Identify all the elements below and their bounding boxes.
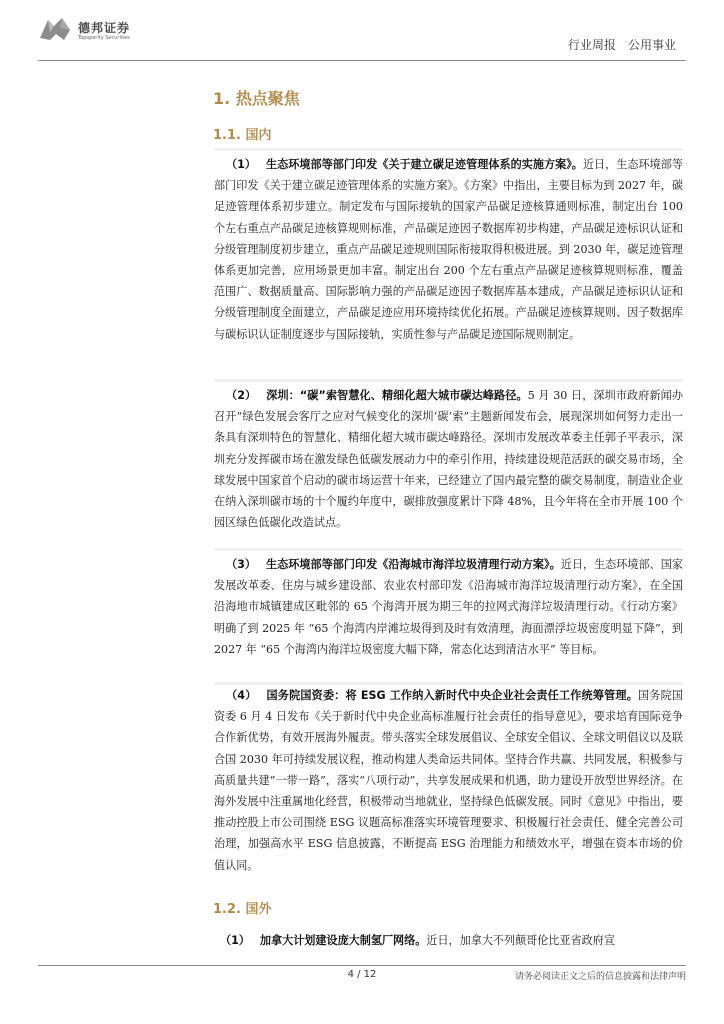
disclaimer-note: 请务必阅读正文之后的信息披露和法律声明 [514, 972, 686, 982]
subsection-domestic: 1.1. 国内 [213, 128, 272, 143]
report-type: 行业周报 [567, 38, 616, 52]
news-item-3 [214, 554, 683, 660]
item-headline: 生态环境部等部门印发《关于建立碳足迹管理体系的实施方案》。 [266, 158, 583, 171]
item-number: （1） [226, 158, 256, 171]
item-number: （1） [220, 934, 250, 947]
page-header [0, 0, 724, 66]
item-body: 近日，生态环境部等部门印发《关于建立碳足迹管理体系的实施方案》。《方案》中指出，主要目标为到 2027 年，碳足迹管理体系初步建立。制定发布与国际接轨的国家产品碳足迹核算通则标准，制定出台 100 个左右重点产品碳足迹核算规则标准，产品碳足迹因子数据库初步构建，产品碳足迹标识认证和分级管理制度初步建立，重点产品碳足迹规则国际衔接取得积极进展。到 2030 年，碳足迹管理体系更加完善，应用场景更加丰富。制定出台 200 个左右重点产品碳足迹核算规则标准，覆盖范围广、数据质量高、国际影响力强的产品碳足迹因子数据库基本建成，产品碳足迹标识认证和分级管理制度全面建立，产品碳足迹应用环境持续优化拓展。产品碳足迹核算规则、因子数据库与碳标识认证制度逐步与国际接轨，实质性参与产品碳足迹国际规则制定。 [214, 158, 683, 341]
paragraph-shade [214, 548, 683, 551]
logo-text-cn: 德邦证券 [78, 21, 131, 35]
item-body: 近日，加拿大不列颠哥伦比亚省政府宣 [426, 934, 615, 947]
item-headline: 生态环境部等部门印发《沿海城市海洋垃圾清理行动方案》。 [266, 558, 561, 571]
item-number: （3） [226, 558, 256, 571]
item-headline: 国务院国资委：将 ESG 工作纳入新时代中央企业社会责任工作统筹管理。 [266, 689, 639, 702]
news-item-4 [214, 685, 683, 876]
paragraph-shade [214, 148, 683, 151]
page-number: 4 / 12 [347, 969, 377, 980]
item-headline: 深圳：“碳”索智慧化、精细化超大城市碳达峰路径。 [266, 389, 528, 402]
news-item-foreign-1 [214, 930, 683, 952]
item-headline: 加拿大计划建设庞大制氢厂网络。 [259, 934, 427, 947]
item-body: 近日，生态环境部、国家发展改革委、住房与城乡建设部、农业农村部印发《沿海城市海洋垃圾清理行动方案》，在全国沿海地市城镇建成区毗邻的 65 个海湾开展为期三年的拉网式海洋垃圾清理行动。《行动方案》明确了到 2025 年 “65 个海湾内岸滩垃圾得到及时有效清理，海面漂浮垃圾密度明显下降”，到 2027 年 “65 个海湾内海洋垃圾密度大幅下降，常态化达到清洁水平” 等目标。 [214, 558, 683, 656]
item-number: （2） [226, 389, 257, 402]
industry-label: 公用事业 [627, 38, 676, 52]
item-body: 国务院国资委 6 月 4 日发布《关于新时代中央企业高标准履行社会责任的指导意见》，要求培育国际竞争合作新优势，有效开展海外履责。带头落实全球发展倡议、全球安全倡议、全球文明倡议以及联合国 2030 年可持续发展议程，推动构建人类命运共同体。坚持合作共赢、共同发展，积极参与高质量共建“一带一路”，落实“八项行动”，共享发展成果和机遇，助力建设开放型世界经济。在海外发展中注重属地化经营，积极带动当地就业，坚持绿色低碳发展。同时《意见》中指出，要推动控股上市公司围绕 ESG 议题高标准落实环境管理要求、积极履行社会责任、健全完善公司治理，加强高水平 ESG 信息披露，不断提高 ESG 治理能力和绩效水平，增强在资本市场的价值认同。 [214, 689, 683, 872]
item-body: 5 月 30 日，深圳市政府新闻办召开“绿色发展会客厅之应对气候变化的深圳‘碳’索”主题新闻发布会，展现深圳如何努力走出一条具有深圳特色的智慧化、精细化超大城市碳达峰路径。深圳市发展改革委主任郭子平表示，深圳充分发挥碳市场在激发绿色低碳发展动力中的牵引作用，持续建设规范活跃的碳交易市场，全球发展中国家首个启动的碳市场运营十年来，已经建立了国内最完整的碳交易制度，制造业企业在纳入深圳碳市场的十个履约年度中，碳排放强度累计下降 48%，且今年将在全市开展 100 个园区绿色低碳化改造试点。 [214, 389, 683, 530]
item-number: （4） [226, 689, 257, 702]
subsection-foreign: 1.2. 国外 [213, 902, 272, 917]
news-item-2 [214, 385, 683, 533]
report-category [568, 36, 676, 53]
news-item-1 [214, 154, 683, 345]
section-title: 1. 热点聚焦 [213, 89, 300, 108]
header-divider [38, 60, 686, 61]
company-logo [38, 16, 178, 44]
logo-mark-icon [38, 16, 72, 42]
footer-divider [38, 965, 686, 966]
logo-text-en: Topsperity Securities [78, 35, 130, 41]
paragraph-shade [214, 379, 683, 382]
